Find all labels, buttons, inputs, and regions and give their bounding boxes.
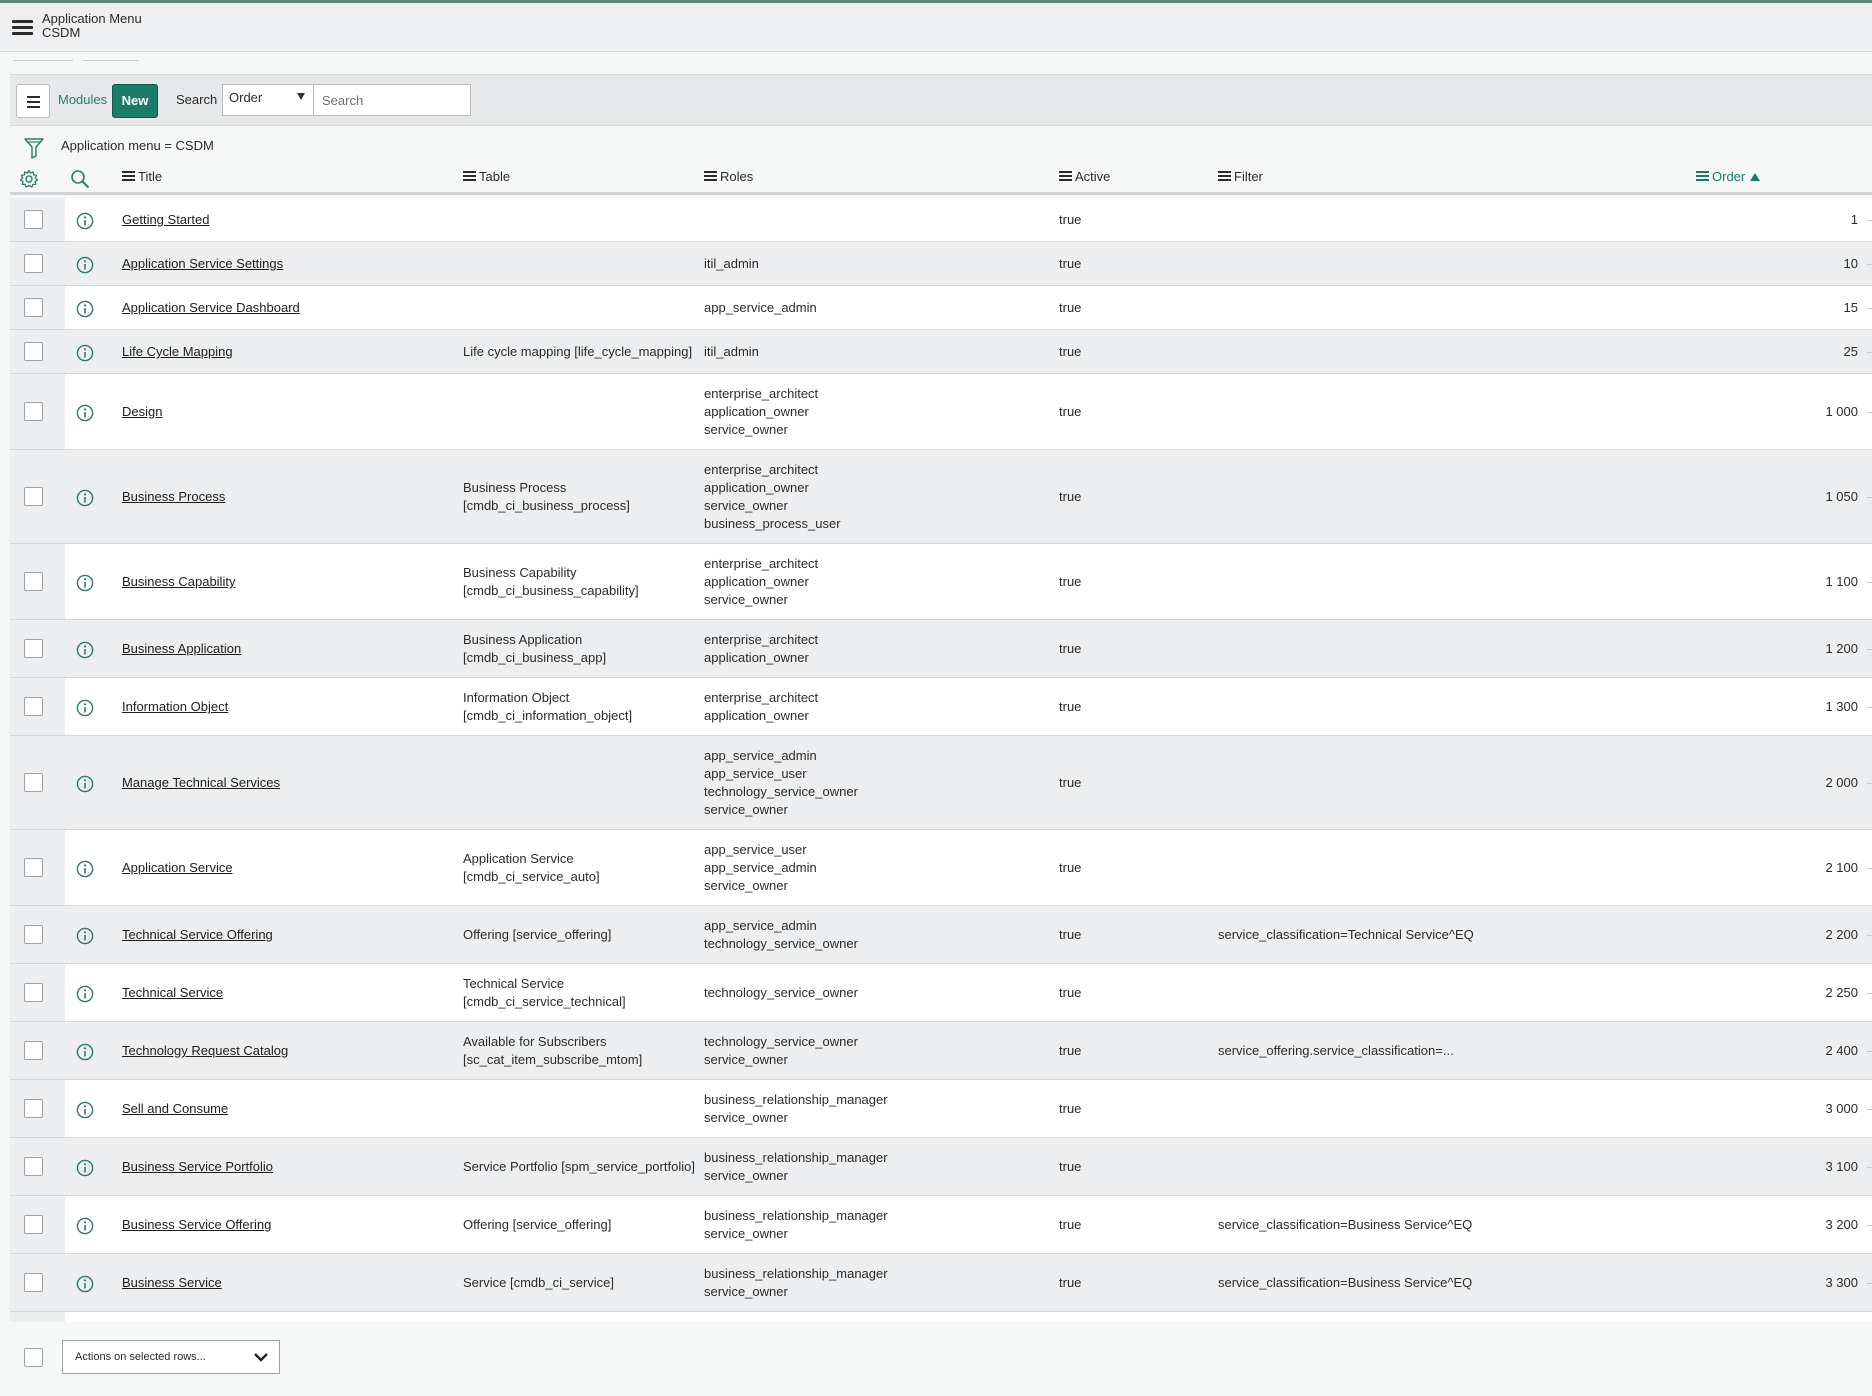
row-title-link[interactable]: Application Service Dashboard	[122, 300, 300, 315]
funnel-icon[interactable]	[24, 137, 44, 159]
row-roles-cell-line: app_service_user	[704, 766, 807, 781]
modules-link[interactable]: Modules	[58, 92, 108, 107]
info-circle-icon[interactable]	[76, 860, 94, 878]
row-roles-cell-line: technology_service_owner	[704, 936, 858, 951]
table-row	[10, 374, 1872, 450]
row-roles-cell-line: enterprise_architect	[704, 462, 819, 477]
info-circle-icon[interactable]	[76, 489, 94, 507]
row-checkbox[interactable]	[24, 858, 43, 877]
row-checkbox[interactable]	[24, 1099, 43, 1118]
row-roles-cell	[704, 984, 858, 1002]
row-table-cell-line: [cmdb_ci_business_capability]	[463, 583, 639, 598]
row-active-cell: true	[1059, 1275, 1082, 1290]
row-active-cell: true	[1059, 256, 1082, 271]
column-menu-icon[interactable]	[1696, 171, 1709, 182]
row-roles-cell-line: enterprise_architect	[704, 556, 819, 571]
table-row	[10, 906, 1872, 964]
info-circle-icon[interactable]	[76, 1275, 94, 1293]
row-table-cell-line: Application Service	[463, 851, 574, 866]
table-row	[10, 678, 1872, 736]
row-order-cell: 3 100	[1825, 1159, 1858, 1174]
list-context-menu-button[interactable]	[16, 84, 50, 118]
row-roles-cell-line: business_relationship_manager	[704, 1208, 888, 1223]
table-row	[10, 1196, 1872, 1254]
row-checkbox[interactable]	[24, 298, 43, 317]
row-order-cell: 15	[1843, 300, 1858, 315]
row-checkbox[interactable]	[24, 254, 43, 273]
row-roles-cell-line: application_owner	[704, 574, 809, 589]
column-header-table[interactable]: Table	[463, 169, 510, 184]
info-circle-icon[interactable]	[76, 1159, 94, 1177]
search-label: Search	[176, 92, 218, 107]
row-edge-marker	[1867, 993, 1872, 994]
row-roles-cell-line: service_owner	[704, 1052, 788, 1067]
row-roles-cell	[704, 917, 858, 953]
column-menu-icon[interactable]	[1059, 171, 1072, 182]
tab-strip	[0, 53, 1872, 73]
row-roles-cell	[704, 1207, 888, 1243]
list-footer	[10, 1322, 1872, 1396]
row-roles-cell	[704, 555, 818, 609]
column-header-active[interactable]: Active	[1059, 169, 1110, 184]
row-order-cell: 3 200	[1825, 1217, 1858, 1232]
column-menu-icon[interactable]	[463, 171, 476, 182]
row-table-cell-line: [cmdb_ci_service_auto]	[463, 869, 600, 884]
info-circle-icon[interactable]	[76, 574, 94, 592]
row-roles-cell-line: itil_admin	[704, 256, 759, 271]
info-circle-icon[interactable]	[76, 212, 94, 230]
row-roles-cell	[704, 1091, 888, 1127]
row-filter-cell: service_classification=Business Service^EQ	[1218, 1275, 1473, 1290]
row-title-link[interactable]: Application Service	[122, 860, 233, 875]
row-active-cell: true	[1059, 775, 1082, 790]
info-circle-icon[interactable]	[76, 699, 94, 717]
row-roles-cell	[704, 1265, 888, 1301]
row-active-cell: true	[1059, 699, 1082, 714]
row-edge-marker	[1867, 935, 1872, 936]
magnifier-icon[interactable]	[70, 169, 90, 189]
row-checkbox[interactable]	[24, 1041, 43, 1060]
table-row	[10, 1138, 1872, 1196]
caret-down-icon	[297, 93, 305, 100]
info-circle-icon[interactable]	[76, 985, 94, 1003]
row-roles-cell	[704, 461, 841, 533]
row-table-cell	[463, 1274, 614, 1292]
row-checkbox[interactable]	[24, 572, 43, 591]
table-row	[10, 242, 1872, 286]
row-roles-cell-line: service_owner	[704, 1168, 788, 1183]
row-roles-cell-line: business_relationship_manager	[704, 1092, 888, 1107]
row-order-cell: 10	[1843, 256, 1858, 271]
row-order-cell: 2 400	[1825, 1043, 1858, 1058]
row-edge-marker	[1867, 352, 1872, 353]
row-roles-cell-line: enterprise_architect	[704, 690, 819, 705]
row-edge-marker	[1867, 1283, 1872, 1284]
row-edge-marker	[1867, 497, 1872, 498]
row-table-cell-line: Available for Subscribers	[463, 1034, 607, 1049]
row-active-cell: true	[1059, 1043, 1082, 1058]
row-title-link[interactable]: Sell and Consume	[122, 1101, 229, 1116]
row-table-cell	[463, 689, 632, 725]
column-header-row	[10, 163, 1872, 195]
header-title-line1: Application Menu	[42, 11, 142, 26]
row-roles-cell-line: business_process_user	[704, 516, 841, 531]
select-all-checkbox[interactable]	[24, 1348, 43, 1367]
row-checkbox[interactable]	[24, 639, 43, 658]
row-table-cell	[463, 1158, 695, 1176]
row-edge-marker	[1867, 1225, 1872, 1226]
row-table-cell	[463, 1216, 611, 1234]
info-circle-icon[interactable]	[76, 1101, 94, 1119]
row-title-link[interactable]: Business Application	[122, 641, 242, 656]
row-title-link[interactable]: Business Service Portfolio	[122, 1159, 274, 1174]
search-input[interactable]	[313, 84, 471, 116]
row-roles-cell	[704, 1149, 888, 1185]
row-order-cell: 25	[1843, 344, 1858, 359]
row-roles-cell-line: service_owner	[704, 592, 788, 607]
row-checkbox[interactable]	[24, 487, 43, 506]
table-row	[10, 286, 1872, 330]
info-circle-icon[interactable]	[76, 300, 94, 318]
row-table-cell-line: Life cycle mapping [life_cycle_mapping]	[463, 344, 693, 359]
info-circle-icon[interactable]	[76, 344, 94, 362]
actions-select[interactable]	[62, 1340, 280, 1374]
row-table-cell-line: [cmdb_ci_service_technical]	[463, 994, 626, 1009]
row-roles-cell-line: service_owner	[704, 878, 788, 893]
table-row	[10, 1022, 1872, 1080]
table-row	[10, 1080, 1872, 1138]
row-roles-cell-line: application_owner	[704, 404, 809, 419]
search-field-selected: Order	[229, 90, 263, 105]
row-title-link[interactable]: Technical Service	[122, 985, 224, 1000]
row-table-cell-line: Service [cmdb_ci_service]	[463, 1275, 614, 1290]
row-checkbox[interactable]	[24, 1157, 43, 1176]
header-title	[42, 12, 142, 40]
row-roles-cell	[704, 299, 817, 317]
column-menu-icon[interactable]	[704, 171, 717, 182]
row-roles-cell	[704, 689, 818, 725]
row-order-cell: 1 100	[1825, 574, 1858, 589]
table-row	[10, 964, 1872, 1022]
row-active-cell: true	[1059, 212, 1082, 227]
row-active-cell: true	[1059, 300, 1082, 315]
row-table-cell	[463, 850, 600, 886]
row-roles-cell-line: business_relationship_manager	[704, 1266, 888, 1281]
row-roles-cell	[704, 631, 818, 667]
gear-icon[interactable]	[19, 169, 39, 189]
row-roles-cell-line: itil_admin	[704, 344, 759, 359]
row-active-cell: true	[1059, 344, 1082, 359]
table-row	[10, 198, 1872, 242]
row-roles-cell	[704, 747, 858, 819]
row-edge-marker	[1867, 868, 1872, 869]
row-order-cell: 1	[1850, 212, 1858, 227]
column-header-roles[interactable]: Roles	[704, 169, 753, 184]
row-order-cell: 3 300	[1825, 1275, 1858, 1290]
column-header-title[interactable]: Title	[122, 169, 162, 184]
row-table-cell-line: [cmdb_ci_business_app]	[463, 650, 607, 665]
row-table-cell-line: Technical Service	[463, 976, 565, 991]
row-order-cell: 2 100	[1825, 860, 1858, 875]
row-checkbox[interactable]	[24, 342, 43, 361]
row-active-cell: true	[1059, 985, 1082, 1000]
row-title-link[interactable]: Business Process	[122, 489, 226, 504]
row-edge-marker	[1867, 412, 1872, 413]
row-checkbox[interactable]	[24, 983, 43, 1002]
row-roles-cell-line: app_service_admin	[704, 860, 817, 875]
row-roles-cell-line: application_owner	[704, 650, 809, 665]
row-active-cell: true	[1059, 404, 1082, 419]
row-roles-cell-line: app_service_admin	[704, 300, 817, 315]
row-edge-marker	[1867, 1109, 1872, 1110]
row-edge-marker	[1867, 1051, 1872, 1052]
row-roles-cell-line: app_service_admin	[704, 748, 817, 763]
row-checkbox[interactable]	[24, 1215, 43, 1234]
row-table-cell-line: Service Portfolio [spm_service_portfolio]	[463, 1159, 695, 1174]
tab-underline	[14, 60, 73, 61]
table-row	[10, 1254, 1872, 1312]
row-roles-cell-line: app_service_admin	[704, 918, 817, 933]
row-table-cell-line: [sc_cat_item_subscribe_mtom]	[463, 1052, 643, 1067]
column-header-filter[interactable]: Filter	[1218, 169, 1263, 184]
sort-ascending-icon	[1750, 173, 1760, 181]
tab-underline	[83, 60, 139, 61]
info-circle-icon[interactable]	[76, 256, 94, 274]
row-checkbox[interactable]	[24, 697, 43, 716]
row-active-cell: true	[1059, 860, 1082, 875]
row-active-cell: true	[1059, 1159, 1082, 1174]
row-order-cell: 2 250	[1825, 985, 1858, 1000]
row-roles-cell-line: service_owner	[704, 422, 788, 437]
info-circle-icon[interactable]	[76, 1043, 94, 1061]
row-active-cell: true	[1059, 1217, 1082, 1232]
row-edge-marker	[1867, 308, 1872, 309]
row-roles-cell-line: service_owner	[704, 1284, 788, 1299]
row-checkbox[interactable]	[24, 773, 43, 792]
table-row	[10, 736, 1872, 830]
row-roles-cell-line: business_relationship_manager	[704, 1150, 888, 1165]
row-roles-cell	[704, 343, 759, 361]
row-title-link[interactable]: Getting Started	[122, 212, 210, 227]
row-edge-marker	[1867, 707, 1872, 708]
row-edge-marker	[1867, 264, 1872, 265]
row-roles-cell-line: service_owner	[704, 1110, 788, 1125]
info-circle-icon[interactable]	[76, 775, 94, 793]
row-roles-cell-line: enterprise_architect	[704, 632, 819, 647]
row-table-cell-line: [cmdb_ci_information_object]	[463, 708, 633, 723]
row-roles-cell-line: technology_service_owner	[704, 1034, 858, 1049]
row-filter-cell: service_offering.service_classification=...	[1218, 1043, 1454, 1058]
column-menu-icon[interactable]	[1218, 171, 1231, 182]
column-menu-icon[interactable]	[122, 171, 135, 182]
row-edge-marker	[1867, 582, 1872, 583]
row-roles-cell-line: application_owner	[704, 708, 809, 723]
row-order-cell: 1 050	[1825, 489, 1858, 504]
row-title-link[interactable]: Information Object	[122, 699, 229, 714]
row-order-cell: 2 200	[1825, 927, 1858, 942]
row-table-cell	[463, 1033, 642, 1069]
table-row	[10, 450, 1872, 544]
row-edge-marker	[1867, 220, 1872, 221]
info-circle-icon[interactable]	[76, 404, 94, 422]
row-title-link[interactable]: Application Service Settings	[122, 256, 284, 271]
row-table-cell	[463, 631, 606, 667]
row-checkbox[interactable]	[24, 210, 43, 229]
hamburger-icon[interactable]	[12, 20, 33, 36]
table-row	[10, 330, 1872, 374]
row-title-link[interactable]: Business Service	[122, 1275, 222, 1290]
row-active-cell: true	[1059, 574, 1082, 589]
row-roles-cell	[704, 255, 759, 273]
row-roles-cell-line: application_owner	[704, 480, 809, 495]
column-header-order[interactable]: Order	[1696, 169, 1760, 184]
row-table-cell-line: Business Application	[463, 632, 583, 647]
chevron-down-icon	[253, 1350, 269, 1364]
row-title-link[interactable]: Technical Service Offering	[122, 927, 273, 942]
row-order-cell: 1 000	[1825, 404, 1858, 419]
row-table-cell	[463, 343, 692, 361]
info-circle-icon[interactable]	[76, 1217, 94, 1235]
app-header	[0, 0, 1872, 52]
row-table-cell-line: Information Object	[463, 690, 570, 705]
row-table-cell-line: Business Process	[463, 480, 567, 495]
table-row	[10, 830, 1872, 906]
row-table-cell-line: Offering [service_offering]	[463, 927, 612, 942]
row-table-cell-line: [cmdb_ci_business_process]	[463, 498, 630, 513]
row-table-cell	[463, 564, 639, 600]
list-toolbar	[10, 74, 1872, 126]
actions-label: Actions on selected rows...	[75, 1351, 206, 1363]
row-filter-cell: service_classification=Business Service^EQ	[1218, 1217, 1473, 1232]
row-table-cell-line: Business Capability	[463, 565, 577, 580]
row-table-cell	[463, 975, 626, 1011]
info-circle-icon[interactable]	[76, 641, 94, 659]
row-roles-cell-line: service_owner	[704, 1226, 788, 1241]
row-edge-marker	[1867, 649, 1872, 650]
row-table-cell-line: Offering [service_offering]	[463, 1217, 612, 1232]
row-checkbox[interactable]	[24, 925, 43, 944]
row-title-link[interactable]: Business Service Offering	[122, 1217, 272, 1232]
row-order-cell: 1 200	[1825, 641, 1858, 656]
row-table-cell	[463, 926, 611, 944]
new-button[interactable]: New	[112, 84, 158, 118]
row-edge-marker	[1867, 1167, 1872, 1168]
row-order-cell: 3 000	[1825, 1101, 1858, 1116]
info-circle-icon[interactable]	[76, 927, 94, 945]
row-filter-cell: service_classification=Technical Service^EQ	[1218, 927, 1474, 942]
row-title-link[interactable]: Life Cycle Mapping	[122, 344, 233, 359]
breadcrumb[interactable]: Application menu = CSDM	[61, 138, 214, 153]
row-title-link[interactable]: Design	[122, 404, 163, 419]
row-table-cell	[463, 479, 630, 515]
row-checkbox[interactable]	[24, 402, 43, 421]
row-active-cell: true	[1059, 1101, 1082, 1116]
row-title-link[interactable]: Technology Request Catalog	[122, 1043, 289, 1058]
row-roles-cell	[704, 841, 817, 895]
row-title-link[interactable]: Business Capability	[122, 574, 236, 589]
row-active-cell: true	[1059, 489, 1082, 504]
table-row	[10, 544, 1872, 620]
row-title-link[interactable]: Manage Technical Services	[122, 775, 281, 790]
table-row	[10, 620, 1872, 678]
row-order-cell: 1 300	[1825, 699, 1858, 714]
row-roles-cell-line: technology_service_owner	[704, 985, 858, 1000]
row-roles-cell-line: enterprise_architect	[704, 386, 819, 401]
row-order-cell: 2 000	[1825, 775, 1858, 790]
row-edge-marker	[1867, 783, 1872, 784]
row-roles-cell-line: service_owner	[704, 498, 788, 513]
filter-breadcrumb-row	[10, 127, 1872, 163]
row-roles-cell-line: service_owner	[704, 802, 788, 817]
row-checkbox[interactable]	[24, 1273, 43, 1292]
header-title-line2: CSDM	[42, 25, 81, 40]
row-active-cell: true	[1059, 641, 1082, 656]
row-roles-cell-line: app_service_user	[704, 842, 807, 857]
search-field-select[interactable]	[222, 84, 314, 116]
row-roles-cell-line: technology_service_owner	[704, 784, 858, 799]
row-roles-cell	[704, 1033, 858, 1069]
row-roles-cell	[704, 385, 818, 439]
row-active-cell: true	[1059, 927, 1082, 942]
